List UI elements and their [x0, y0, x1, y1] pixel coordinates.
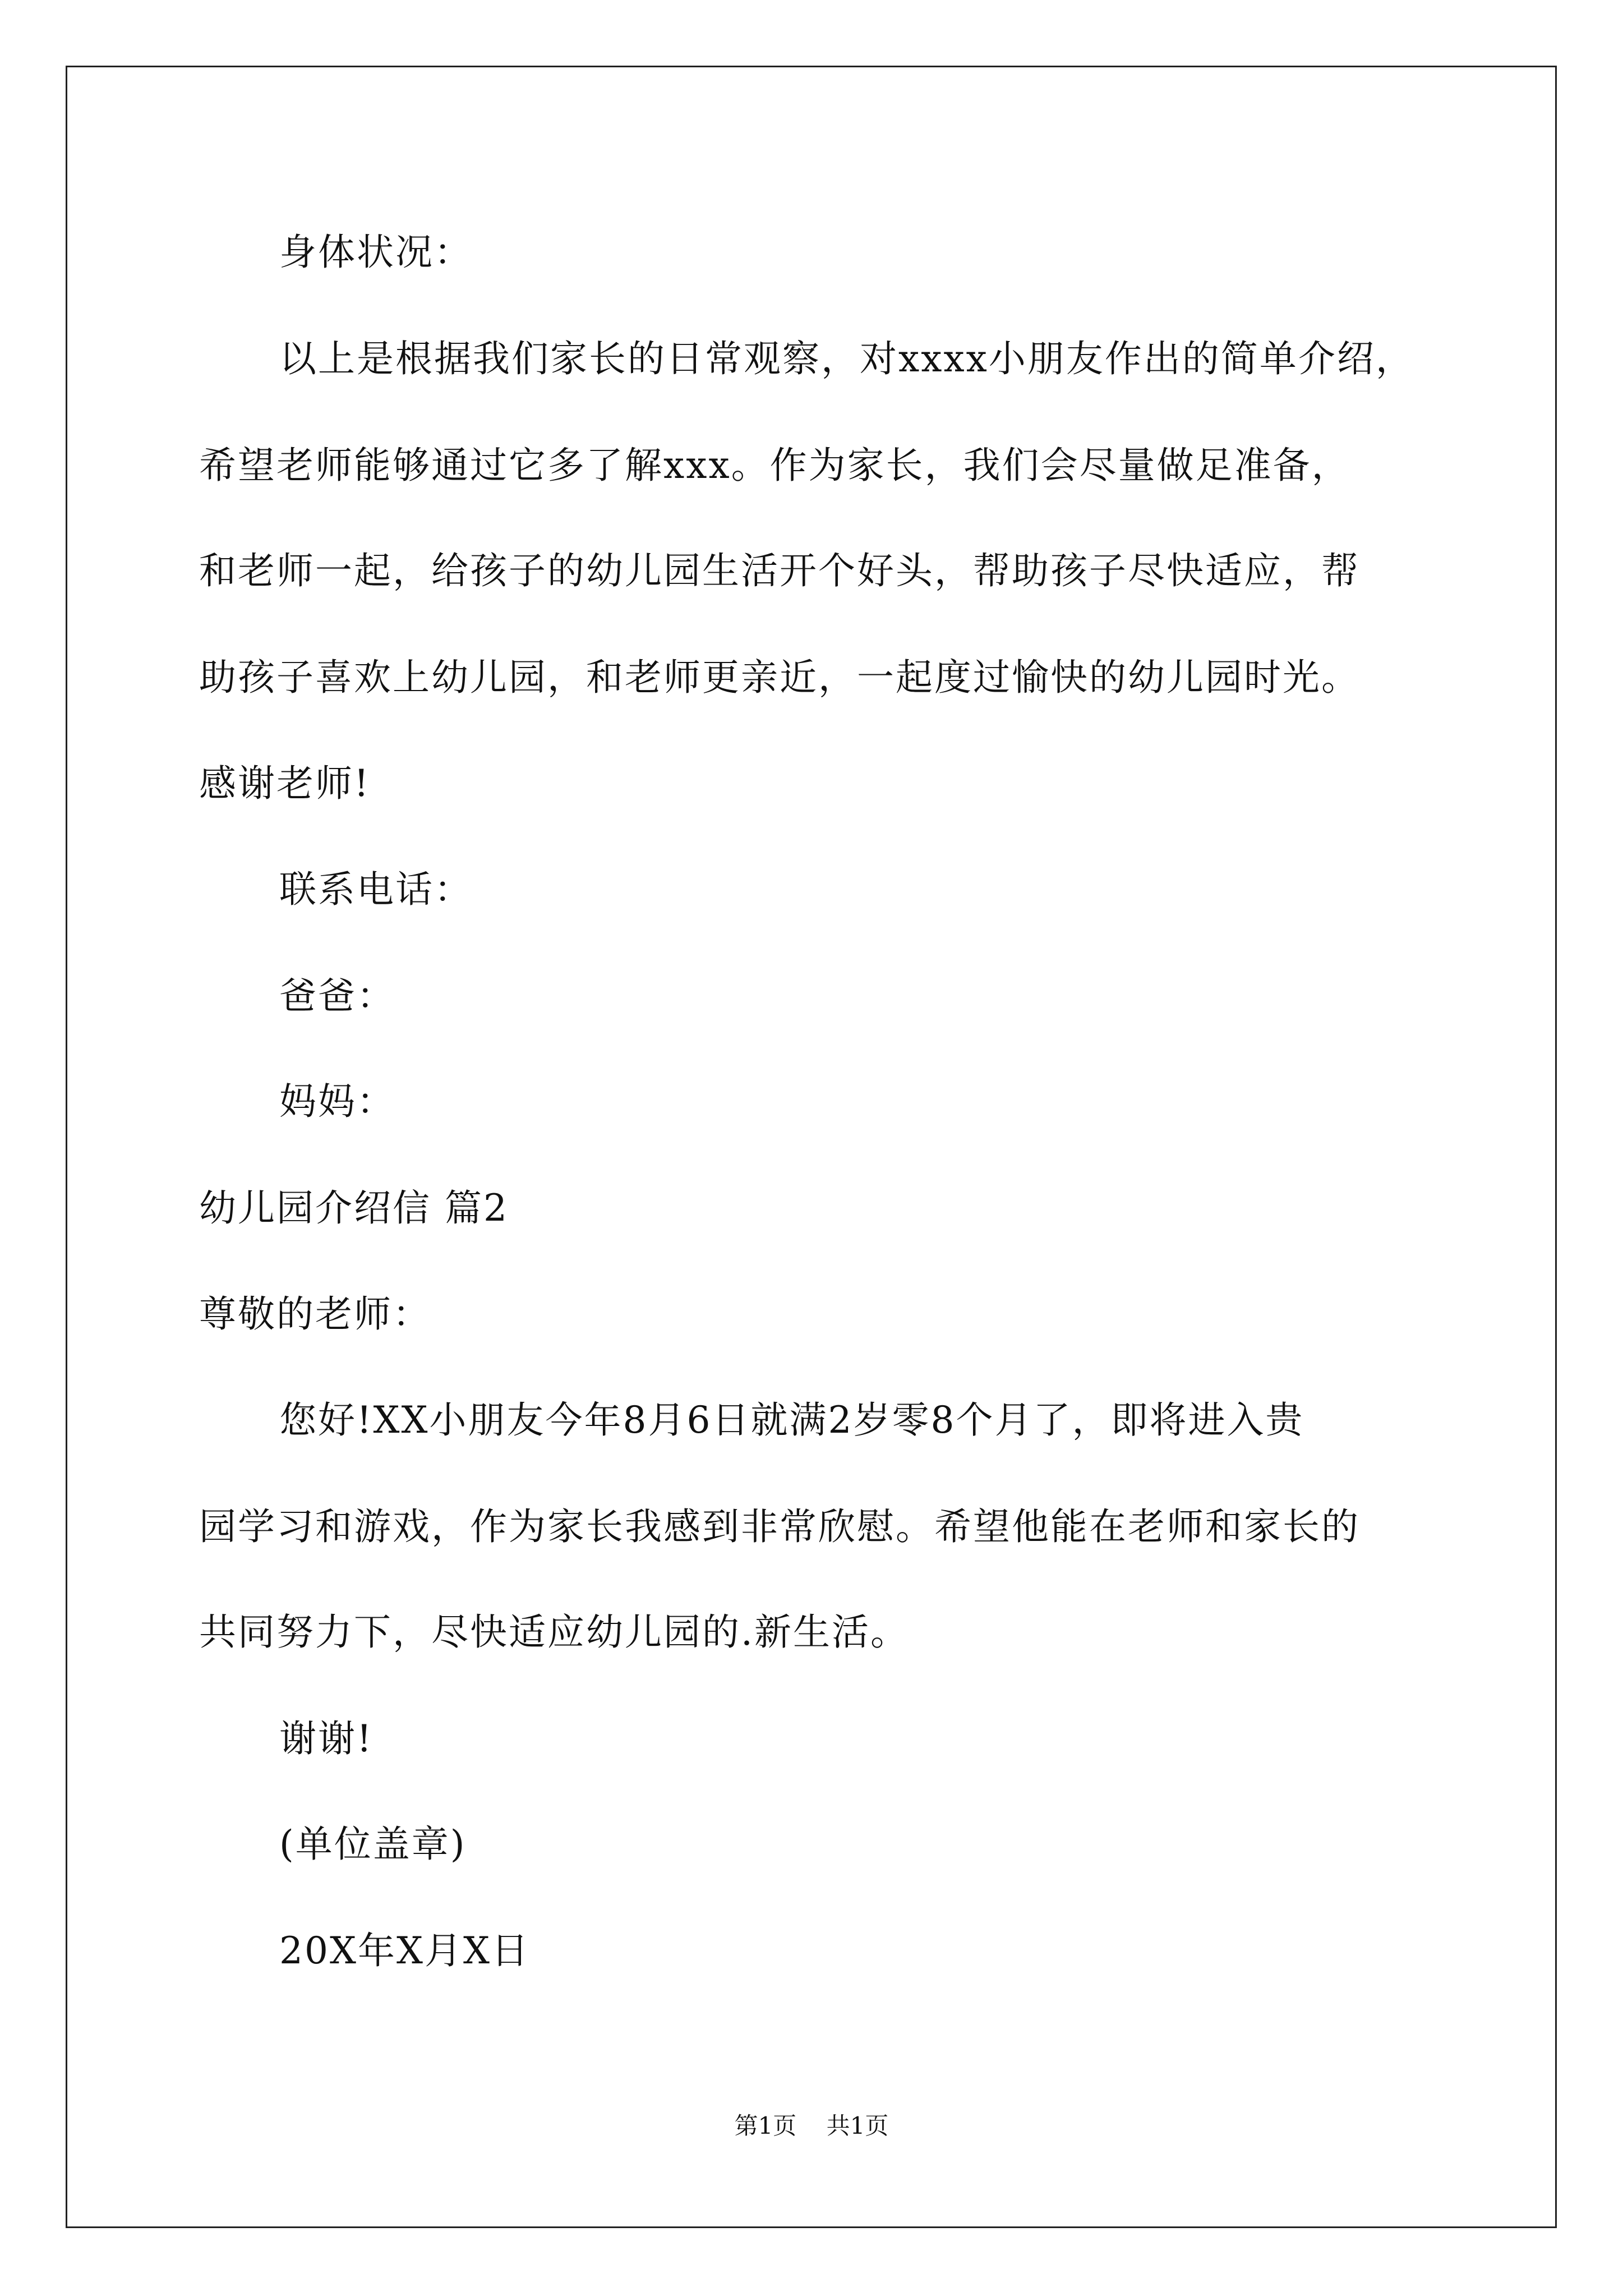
page-total: 共1页 [826, 2112, 889, 2139]
text-line-dad: 爸爸： [279, 974, 395, 1018]
page-footer [0, 2112, 1623, 2140]
section-heading: 幼儿园介绍信 篇2 [199, 1186, 509, 1230]
text-line-letter-3: 共同努力下，尽快适应幼儿园的.新生活。 [199, 1611, 909, 1654]
text-line-intro-2: 希望老师能够通过它多了解xxx。作为家长，我们会尽量做足准备， [199, 444, 1350, 487]
text-line-thanks-teacher: 感谢老师! [199, 762, 371, 805]
text-line-date: 20X年X月X日 [279, 1929, 530, 1972]
text-line-thanks: 谢谢! [279, 1717, 374, 1760]
page-current: 第1页 [734, 2112, 797, 2139]
text-line-seal: (单位盖章) [279, 1823, 467, 1866]
text-line-mom: 妈妈： [279, 1080, 395, 1123]
text-line-salutation: 尊敬的老师： [199, 1292, 431, 1336]
text-line-letter-1: 您好!XX小朋友今年8月6日就满2岁零8个月了，即将进入贵 [279, 1398, 1304, 1442]
text-line-intro-3: 和老师一起，给孩子的幼儿园生活开个好头，帮助孩子尽快适应，帮 [199, 549, 1360, 592]
page-border [66, 66, 1557, 2228]
text-line-letter-2: 园学习和游戏，作为家长我感到非常欣慰。希望他能在老师和家长的 [199, 1505, 1360, 1548]
text-line-contact: 联系电话： [279, 868, 473, 911]
text-line-intro-1: 以上是根据我们家长的日常观察，对xxxx小朋友作出的简单介绍， [279, 337, 1414, 380]
text-line-health: 身体状况： [279, 231, 473, 274]
text-line-intro-4: 助孩子喜欢上幼儿园，和老师更亲近，一起度过愉快的幼儿园时光。 [199, 656, 1360, 699]
